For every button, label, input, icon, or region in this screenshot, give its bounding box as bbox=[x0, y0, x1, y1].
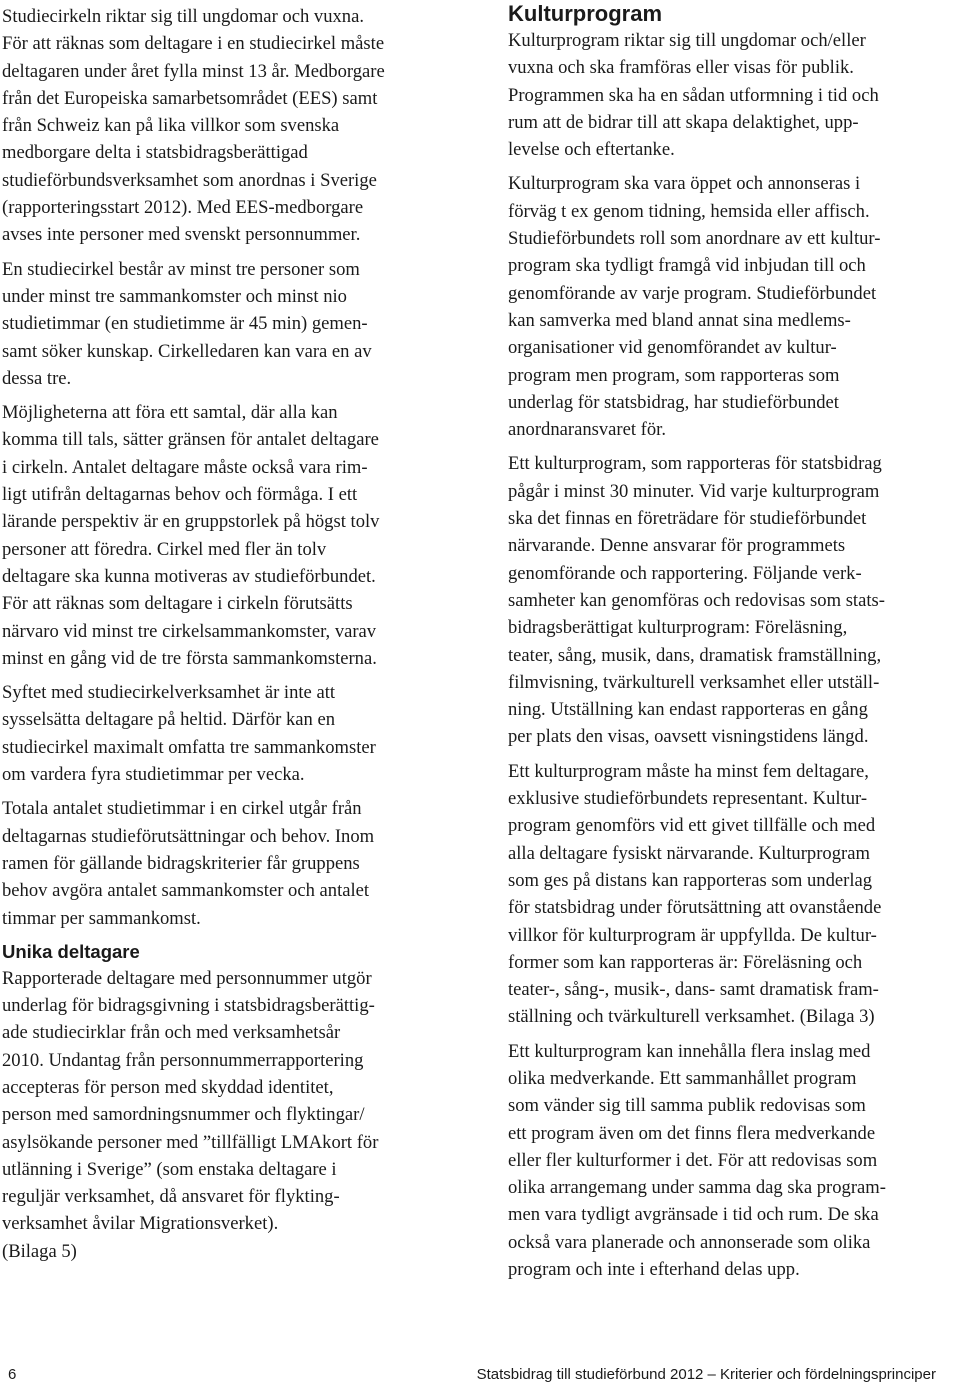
paragraph-unika-deltagare: Rapporterade deltagare med personnummer utgör underlag för bidragsgivning i statsbidragsberättig- ade studiecirklar från och med verksamhetsår 2010. Undantag från personnummerrapportering accepteras för person med skyddad identitet, person med samordningsnummer och flyktingar/ asylsökande personer med ”tillfälligt LMAkort för utlänning i Sverige” (som enstaka deltagare i reguljär verksamhet, då ansvaret för flykting- verksamhet åvilar Migrationsverket). (Bilaga 5) bbox=[2, 967, 379, 1262]
right-column bbox=[508, 0, 958, 1283]
heading-unika-deltagare: Unika deltagare bbox=[2, 940, 140, 962]
paragraph-kulturprogram-langd: Ett kulturprogram, som rapporteras för statsbidrag pågår i minst 30 minuter. Vid varje kulturprogram ska det finnas en företrädare för studieförbundet närvarande. Denne ansvarar för programmets genomförande och rapportering. Följande verk- samheter kan genomföras och redovisas som stats- bidragsberättigat kulturprogram: Föreläsning, teater, sång, musik, dans, dramatisk framställning, filmvisning, tvärkulturell verksamhet eller utställ- ning. Utställning kan endast rapporteras en gång per plats den visas, oavsett visningstidens längd. bbox=[508, 453, 885, 748]
paragraph-deltagare-antal: Möjligheterna att föra ett samtal, där alla kan komma till tals, sätter gränsen för antalet deltagare i cirkeln. Antalet deltagare måste också vara rim- ligt utifrån deltagarnas behov och förmåga. I ett lärande perspektiv är en gruppstorlek på högst tolv personer att föredra. Cirkel med fler än tolv deltagare ska kunna motiveras av studieförbundet. För att räknas som deltagare i cirkeln förutsätts närvaro vid minst tre cirkelsammankomster, varav minst en gång vid de tre första sammankomsterna. bbox=[2, 402, 380, 669]
paragraph-studietimmar: Totala antalet studietimmar i en cirkel utgår från deltagarnas studieförutsättningar och behov. Inom ramen för gällande bidragskriterier får gruppens behov avgöra antalet sammankomster och antalet timmar per sammankomst. bbox=[2, 798, 375, 929]
left-column bbox=[2, 0, 458, 1265]
paragraph-kulturprogram-inslag: Ett kulturprogram kan innehålla flera inslag med olika medverkande. Ett sammanhållet program som vänder sig till samma publik redovisas som ett program även om det finns flera medverkande eller fler kulturformer i det. För att redovisas som olika arrangemang under samma dag ska program- men vara tydligt avgränsade i tid och rum. De ska också vara planerade och annonserade som olika program och inte i efterhand delas upp. bbox=[508, 1040, 886, 1281]
page-footer bbox=[0, 1366, 960, 1390]
paragraph-kulturprogram-intro: Kulturprogram riktar sig till ungdomar och/eller vuxna och ska framföras eller visas för publik. Programmen ska ha en sådan utformning i tid och rum att de bidrar till att skapa delaktighet, upp- levelse och eftertanke. bbox=[508, 30, 879, 161]
paragraph-studiecirkel-intro: Studiecirkeln riktar sig till ungdomar och vuxna. För att räknas som deltagare i en studiecirkel måste deltagaren under året fylla minst 13 år. Medborgare från det Europeiska samarbetsområdet (EES) samt från Schweiz kan på lika villkor som svenska medborgare delta i statsbidragsberättigad studieförbundsverksamhet som anordnas i Sverige (rapporteringsstart 2012). Med EES-medborgare avses inte personer med svenskt personnummer. bbox=[2, 6, 385, 246]
running-title: Statsbidrag till studieförbund 2012 – Kriterier och fördelningsprinciper bbox=[476, 1366, 936, 1383]
paragraph-studiecirkel-definition: En studiecirkel består av minst tre personer som under minst tre sammankomster och minst nio studietimmar (en studietimme är 45 min) gemen- samt söker kunskap. Cirkelledaren kan vara en av dessa tre. bbox=[2, 258, 372, 389]
page-number: 6 bbox=[8, 1366, 17, 1383]
paragraph-kulturprogram-annons: Kulturprogram ska vara öppet och annonseras i förväg t ex genom tidning, hemsida eller affisch. Studieförbundets roll som anordnare av ett kultur- program ska tydligt framgå vid inbjudan till och genomförande av varje program. Studieförbundet kan samverka med bland annat sina medlems- organisationer vid genomförandet av kultur- program men program, som rapporteras som underlag för statsbidrag, har studieförbundet anordnaransvaret för. bbox=[508, 173, 881, 441]
heading-kulturprogram: Kulturprogram bbox=[508, 1, 662, 26]
paragraph-kulturprogram-deltagare: Ett kulturprogram måste ha minst fem deltagare, exklusive studieförbundets representant. Kultur- program genomförs vid ett givet tillfälle och med alla deltagare fysiskt närvarande. Kulturprogram som ges på distans kan rapporteras som underlag för statsbidrag under förutsättning att ovanstående villkor för kulturprogram är uppfyllda. De kultur- former som kan rapporteras är: Föreläsning och teater-, sång-, musik-, dans- samt dramatisk fram- ställning och tvärkulturell verksamhet. (Bilaga 3) bbox=[508, 760, 882, 1028]
paragraph-syfte: Syftet med studiecirkelverksamhet är inte att sysselsätta deltagare på heltid. Därför kan en studiecirkel maximalt omfatta tre sammankomster om vardera fyra studietimmar per vecka. bbox=[2, 682, 376, 786]
